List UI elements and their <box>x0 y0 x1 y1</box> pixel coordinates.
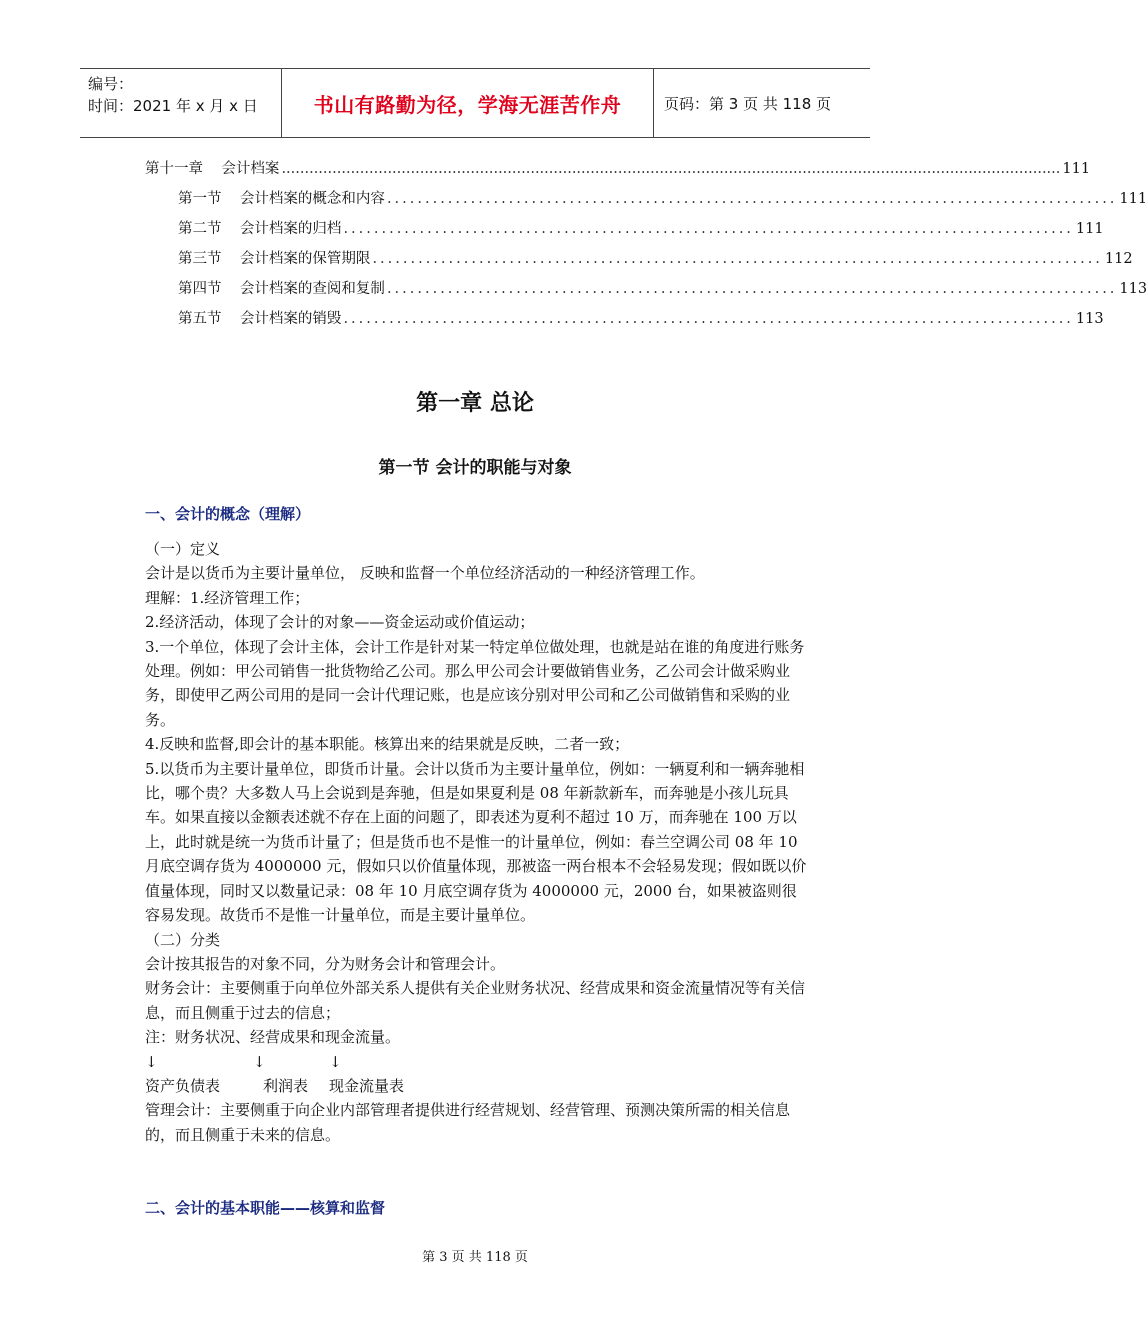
toc-leader: ................................................................................................ <box>343 221 1074 237</box>
body-text <box>145 537 807 1147</box>
toc-section[interactable] <box>145 277 1147 307</box>
toc-label: 第五节 会计档案的销毁 <box>178 311 342 327</box>
arrow-down-icon: ↓ <box>145 1052 158 1071</box>
header-time: 时间：2021 年 x 月 x 日 <box>88 97 258 115</box>
toc-section[interactable] <box>145 307 1104 337</box>
toc-page: 111 <box>1075 221 1104 237</box>
paragraph: 理解：1.经济管理工作； <box>145 588 310 607</box>
footer-page: 第 3 页 共 118 页 <box>422 1250 528 1265</box>
toc-leader: ................................................................................................ <box>343 311 1074 327</box>
toc-section[interactable] <box>145 187 1147 217</box>
section-title: 第一节 会计的职能与对象 <box>378 458 572 478</box>
report-balance-sheet: 资产负债表 <box>145 1076 221 1095</box>
header-motto-cell <box>282 69 654 137</box>
toc-leader: ................................................................................................ <box>386 281 1118 297</box>
toc-page: 111 <box>1119 191 1147 207</box>
toc-label: 第十一章 会计档案 <box>145 161 280 177</box>
toc-page: 113 <box>1119 281 1147 297</box>
table-of-contents <box>145 157 1147 337</box>
header-meta <box>80 69 282 137</box>
paragraph: 4.反映和监督,即会计的基本职能。核算出来的结果就是反映，二者一致； <box>145 735 630 754</box>
toc-page: 113 <box>1075 311 1104 327</box>
page-footer <box>0 1246 950 1265</box>
toc-leader: ................................................................................................ <box>372 251 1103 267</box>
arrow-row <box>145 1050 807 1074</box>
arrow-down-icon: ↓ <box>253 1052 266 1071</box>
toc-page: 112 <box>1104 251 1133 267</box>
toc-label: 第三节 会计档案的保管期限 <box>178 251 371 267</box>
report-income-statement: 利润表 <box>263 1076 309 1095</box>
heading-functions: 二、会计的基本职能——核算和监督 <box>145 1199 386 1217</box>
toc-page: 111 <box>1062 161 1091 177</box>
paragraph: 5.以货币为主要计量单位，即货币计量。会计以货币为主要计量单位，例如：一辆夏利和一辆奔驰相比，哪个贵？大多数人马上会说到是奔驰，但是如果夏利是 08 年新款新车，而奔驰是小孩儿玩具车。如果直接以金额表述就不存在上面的问题了，即表述为夏利不超过 10 万，而奔驰在 100 万以上，此时就是统一为货币计量了；但是货币也不是惟一的计量单位，例如：春兰空调公司 08 年 10 月底空调存货为 4000000 元，假如只以价值量体现，那被盗一两台根本不会轻易发现；假如既以价值量体现，同时又以数量记录：08 年 10 月底空调存货为 4000000 元，2000 台，如果被盗则很容易发现。故货币不是惟一计量单位，而是主要计量单位。 <box>145 759 807 925</box>
heading-concept: 一、会计的概念（理解） <box>145 505 311 523</box>
toc-label: 第二节 会计档案的归档 <box>178 221 342 237</box>
paragraph: 2.经济活动，体现了会计的对象——资金运动或价值运动； <box>145 613 535 632</box>
chapter-title: 第一章 总论 <box>416 391 534 416</box>
toc-section[interactable] <box>145 217 1104 247</box>
paragraph: 财务会计：主要侧重于向单位外部关系人提供有关企业财务状况、经营成果和资金流量情况等有关信息，而且侧重于过去的信息； <box>145 979 806 1022</box>
report-cash-flow: 现金流量表 <box>329 1076 405 1095</box>
header-page-cell <box>654 69 870 137</box>
toc-label: 第四节 会计档案的查阅和复制 <box>178 281 385 297</box>
paragraph: 注：财务状况、经营成果和现金流量。 <box>145 1028 401 1047</box>
report-row <box>145 1074 807 1098</box>
toc-leader: ................................................................................................ <box>386 191 1118 207</box>
toc-chapter[interactable] <box>145 157 1091 187</box>
header-motto: 书山有路勤为径，学海无涯苦作舟 <box>313 92 622 117</box>
paragraph-management: 管理会计：主要侧重于向企业内部管理者提供进行经营规划、经营管理、预测决策所需的相关信息的，而且侧重于未来的信息。 <box>145 1101 791 1144</box>
page-header <box>80 68 870 138</box>
toc-section[interactable] <box>145 247 1133 277</box>
header-number: 编号： <box>88 75 134 93</box>
toc-leader: ......................................................................................................................................................................... <box>281 161 1061 177</box>
paragraph: （一）定义 <box>145 540 221 558</box>
toc-label: 第一节 会计档案的概念和内容 <box>178 191 385 207</box>
arrow-down-icon: ↓ <box>329 1052 342 1071</box>
header-page: 页码：第 3 页 共 118 页 <box>664 94 832 113</box>
paragraph: 会计按其报告的对象不同，分为财务会计和管理会计。 <box>145 954 506 973</box>
paragraph: 会计是以货币为主要计量单位， 反映和监督一个单位经济活动的一种经济管理工作。 <box>145 564 705 583</box>
paragraph: （二）分类 <box>145 930 221 949</box>
paragraph: 3.一个单位，体现了会计主体，会计工作是针对某一特定单位做处理，也就是站在谁的角度进行账务处理。例如：甲公司销售一批货物给乙公司。那么甲公司会计要做销售业务，乙公司会计做采购业务，即使甲乙两公司用的是同一会计代理记账，也是应该分别对甲公司和乙公司做销售和采购的业务。 <box>145 637 805 729</box>
